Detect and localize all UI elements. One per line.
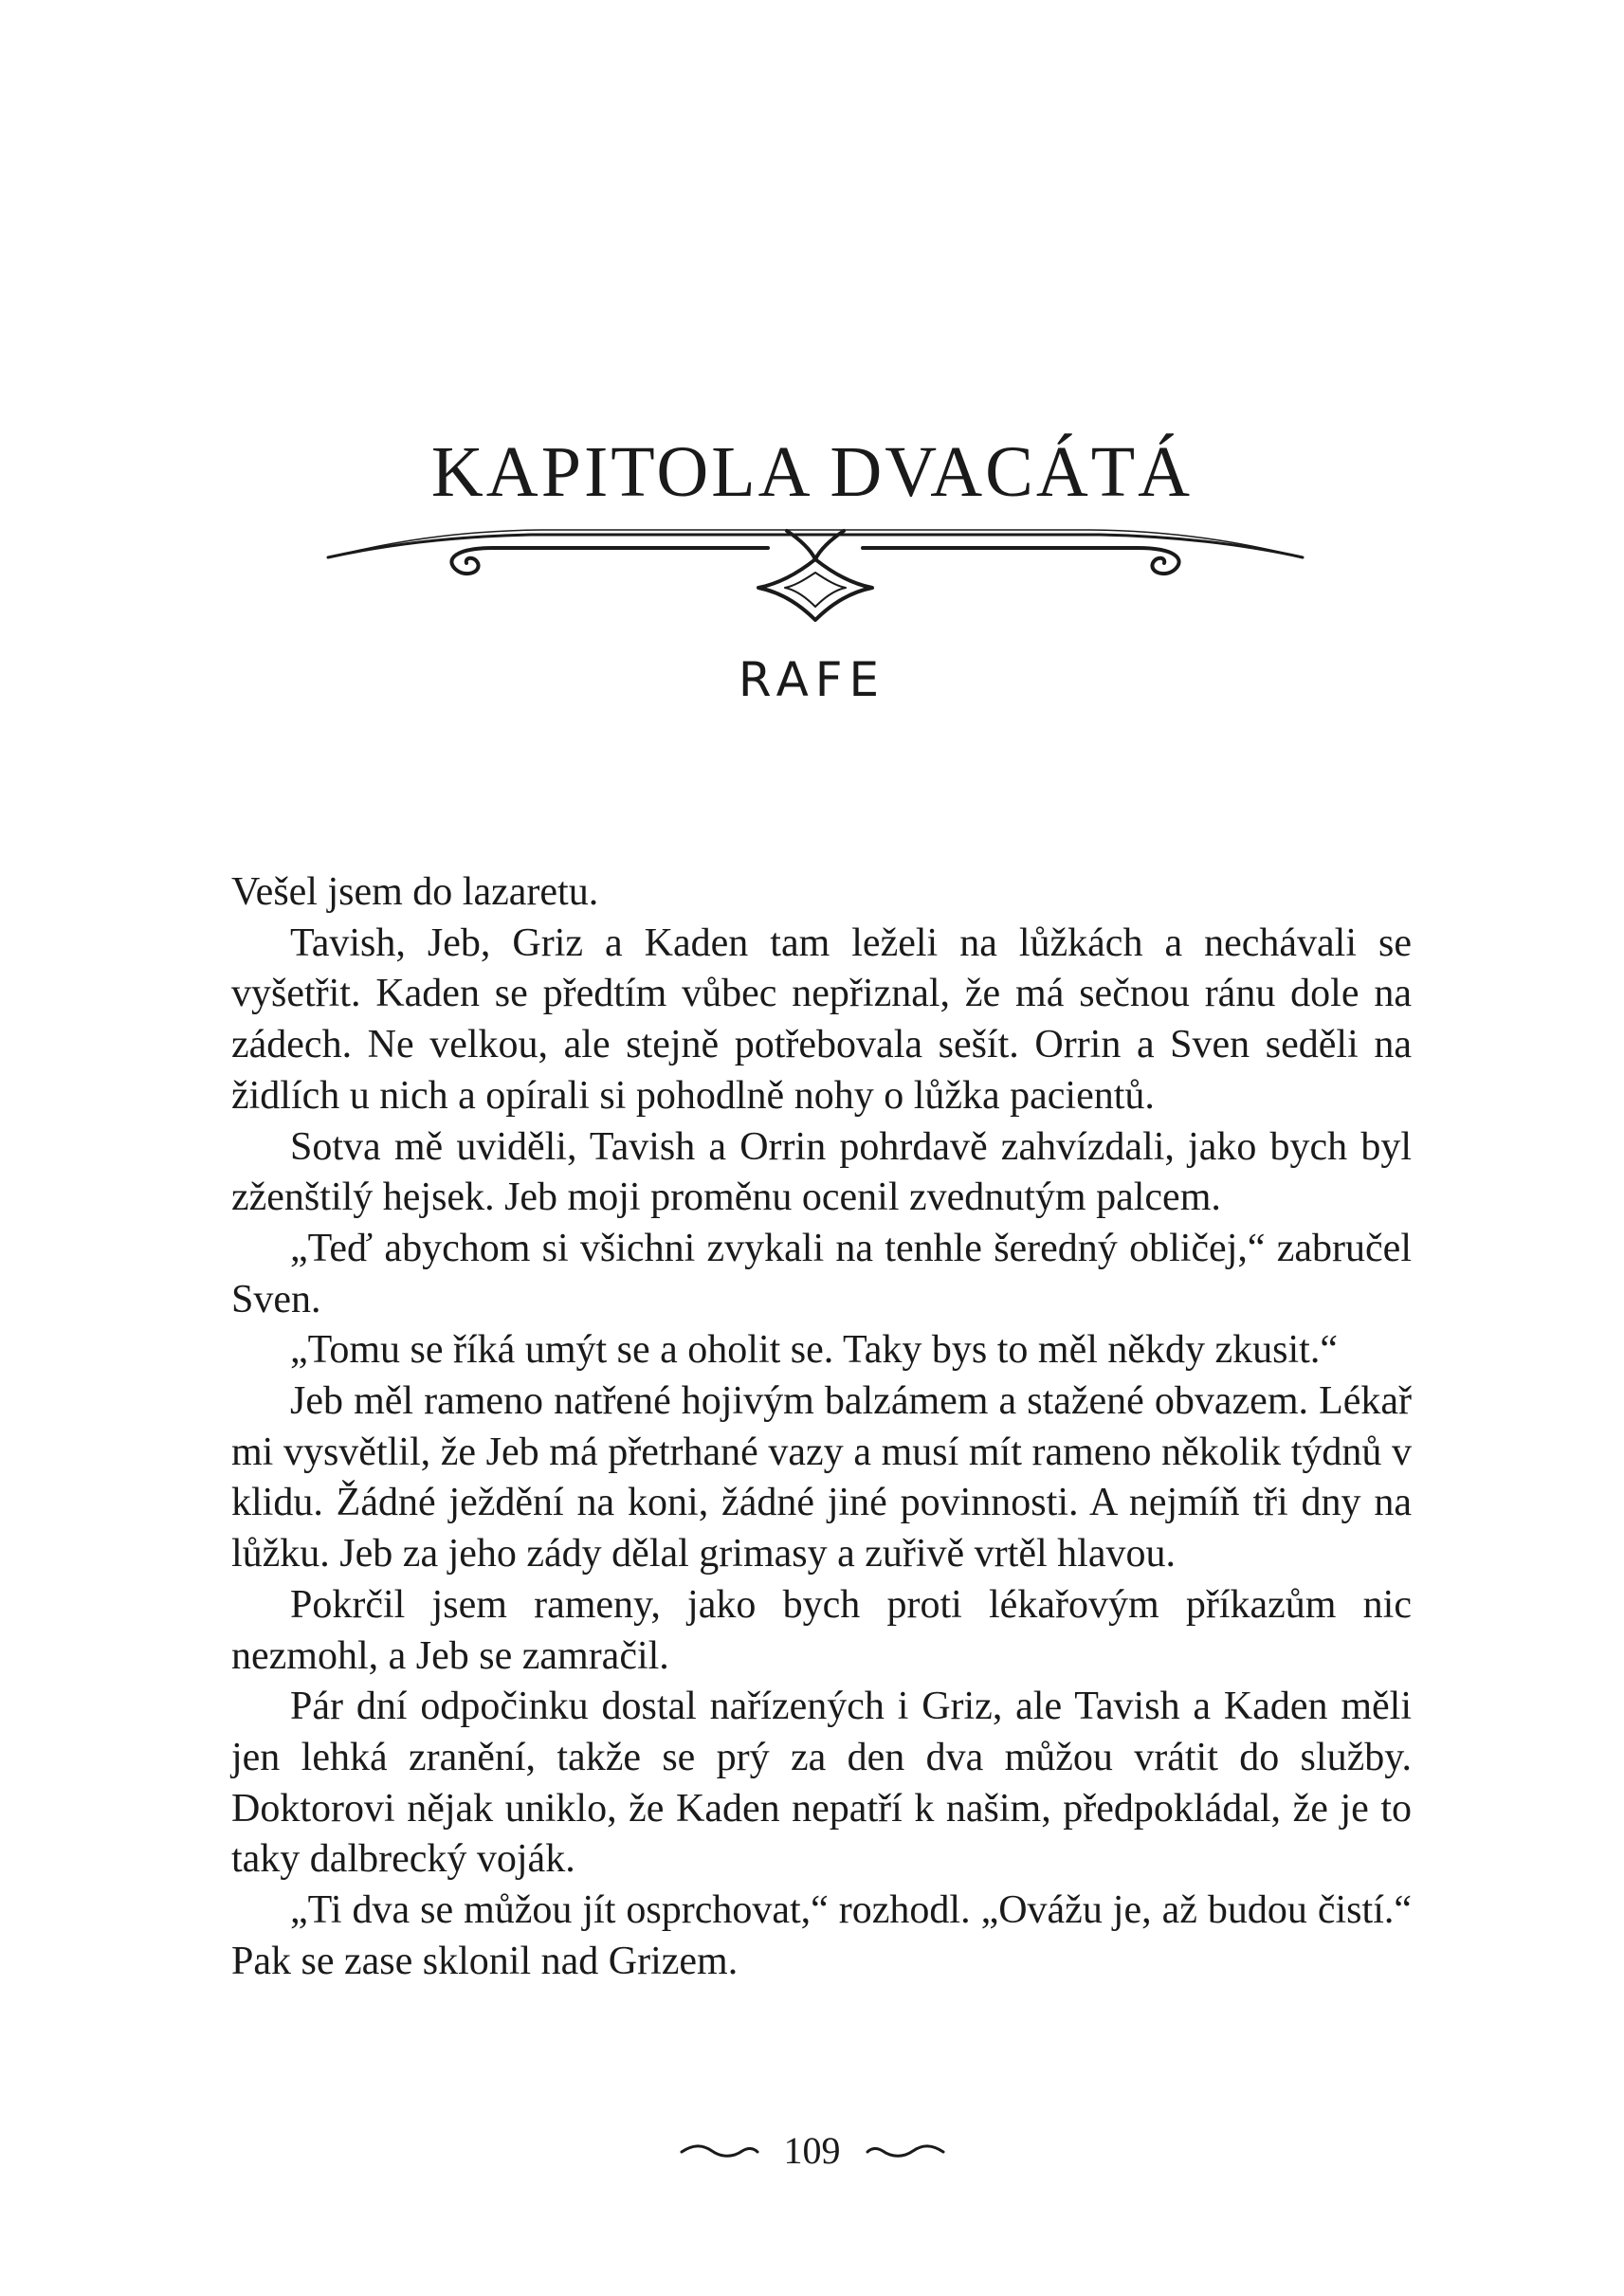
paragraph: Tavish, Jeb, Griz a Kaden tam leželi na lůžkách a nechávali se vyšetřit. Kaden se předtím vůbec nepřiznal, že má sečnou ránu dole na zádech. Ne velkou, ale stejně potřebovala sešít. Orrin a Sven seděli na židlích u nich a opírali si pohodlně nohy o lůžka pacientů. [231, 920, 1412, 1118]
paragraph: „Teď abychom si všichni zvykali na tenhle šeredný obličej,“ zabručel Sven. [231, 1226, 1412, 1321]
right-swash-icon [866, 2141, 945, 2161]
paragraph: Jeb měl rameno natřené hojivým balzámem a stažené obvazem. Lékař mi vysvětlil, že Jeb má přetrhané vazy a musí mít rameno několik týdnů v klidu. Žádné ježdění na koni, žádné jiné povinnosti. A nejmíň tři dny na lůžku. Jeb za jeho zády dělal grimasy a zuřivě vrtěl hlavou. [231, 1379, 1412, 1576]
paragraph: Pár dní odpočinku dostal nařízených i Griz, ale Tavish a Kaden měli jen lehká zranění, takže se prý za den dva můžou vrátit do služby. Doktorovi nějak uniklo, že Kaden nepatří k našim, předpokládal, že je to taky dalbrecký voják. [231, 1685, 1412, 1882]
paragraph: „Tomu se říká umýt se a oholit se. Taky bys to měl někdy zkusit.“ [290, 1328, 1338, 1373]
chapter-body [231, 867, 1412, 1987]
paragraph: Pokrčil jsem rameny, jako bych proti lékařovým příkazům nic nezmohl, a Jeb se zamračil. [231, 1582, 1412, 1678]
chapter-title: KAPITOLA DVACÁTÁ [430, 432, 1194, 512]
page-number: 109 [783, 2128, 841, 2172]
page-footer [0, 2123, 1624, 2175]
paragraph: Sotva mě uviděli, Tavish a Orrin pohrdavě zahvízdali, jako bych byl zženštilý hejsek. Jeb moji proměnu ocenil zvednutým palcem. [231, 1124, 1412, 1220]
left-swash-icon [680, 2141, 759, 2161]
flourish-divider-icon [322, 519, 1308, 633]
paragraph: „Ti dva se můžou jít osprchovat,“ rozhodl. „Ovážu je, až budou čistí.“ Pak se zase sklonil nad Grizem. [231, 1888, 1412, 1983]
paragraph: Vešel jsem do lazaretu. [231, 870, 599, 914]
chapter-pov-name: RAFE [738, 652, 886, 707]
